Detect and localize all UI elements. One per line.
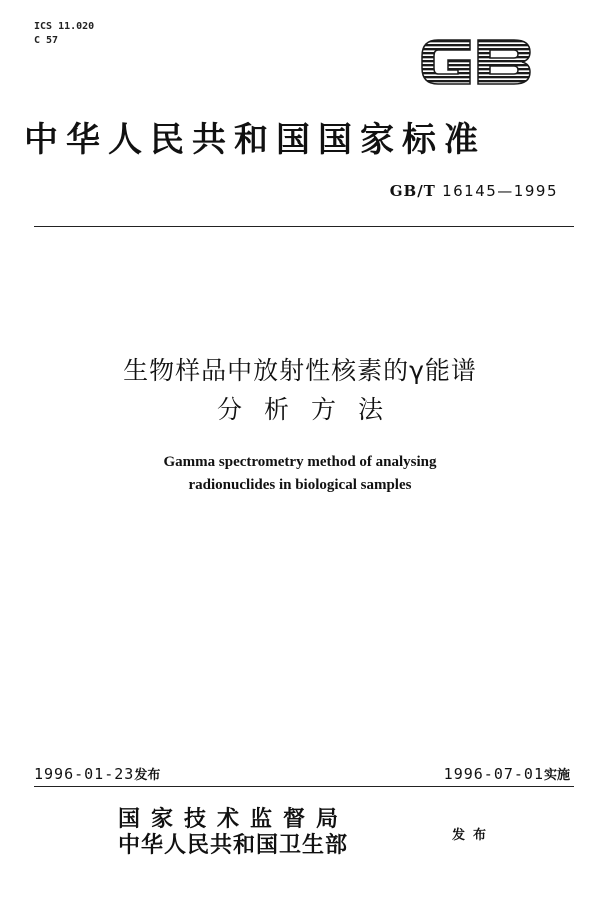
issued-date <box>34 764 160 783</box>
publish-label: 发布 <box>452 828 495 843</box>
ccs-code: C 57 <box>34 35 59 46</box>
standard-type-title: 中华人民共和国国家标准 <box>24 120 486 160</box>
standard-number <box>390 182 558 200</box>
issuing-authorities <box>118 806 349 858</box>
footer-divider <box>34 786 574 787</box>
issued-suffix: 发布 <box>134 768 161 783</box>
gb-logo <box>416 32 536 92</box>
chinese-title-line-1: 生物样品中放射性核素的γ能谱 <box>123 356 477 385</box>
effective-date <box>444 764 570 783</box>
header-divider <box>34 226 574 227</box>
english-title-line-2: radionuclides in biological samples <box>188 477 412 493</box>
english-title-line-1: Gamma spectrometry method of analysing <box>163 454 437 470</box>
effective-date-value: 1996-07-01 <box>443 765 544 783</box>
classification-block <box>34 20 94 48</box>
english-title <box>0 451 600 497</box>
issuer-line-1: 国家技术监督局 <box>118 806 350 832</box>
standard-number-value: 16145—1995 <box>442 182 558 200</box>
issued-date-value: 1996-01-23 <box>34 765 135 783</box>
issuer-line-2: 中华人民共和国卫生部 <box>118 832 349 858</box>
effective-suffix: 实施 <box>543 768 570 783</box>
ics-code: ICS 11.020 <box>34 21 95 32</box>
standard-prefix: GB/T <box>389 182 436 200</box>
chinese-title-line-2: 分析方法 <box>216 395 405 424</box>
